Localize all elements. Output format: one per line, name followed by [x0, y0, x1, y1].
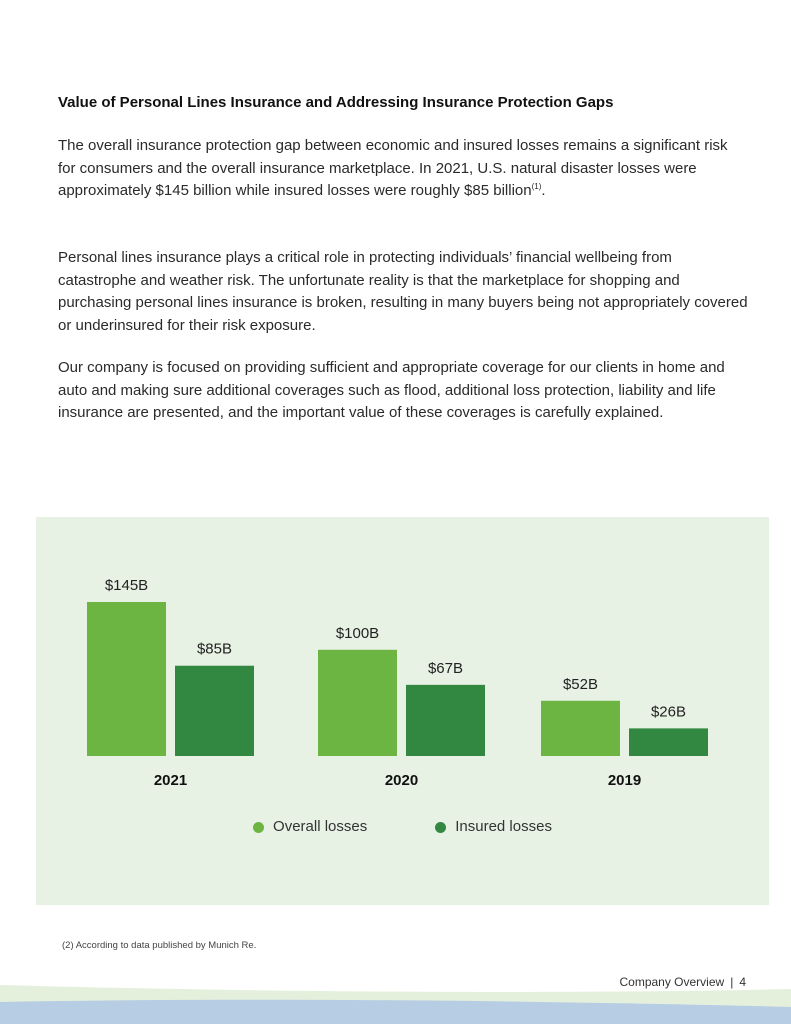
legend-item-overall-losses [253, 817, 367, 837]
paragraph-end: . [541, 182, 546, 199]
paragraph-protection-gap [58, 135, 748, 203]
x-tick-label-2021: 2021 [153, 772, 188, 789]
footer-separator: | [730, 975, 734, 989]
bar-insured-losses-2020 [406, 685, 485, 756]
section-heading: Value of Personal Lines Insurance and Addressing Insurance Protection Gaps [58, 94, 614, 111]
data-label-overall-losses-2019: $52B [562, 675, 599, 693]
footnote-reference: (1) [531, 182, 542, 191]
data-label-overall-losses-2020: $100B [335, 624, 380, 642]
data-label-overall-losses-2021: $145B [104, 577, 149, 594]
bar-insured-losses-2019 [629, 728, 708, 756]
bar-overall-losses-2019 [541, 701, 620, 756]
chart-legend [36, 817, 769, 837]
legend-label-insured-losses: Insured losses [455, 818, 552, 835]
paragraph-company-focus: Our company is focused on providing sufficient and appropriate coverage for our clients in home and auto and making sure additional coverages such as flood, additional loss protection, liability and life insurance are presented, and the important value of these coverages is carefully explained. [58, 359, 725, 421]
legend-swatch-overall-losses [253, 822, 264, 833]
data-label-insured-losses-2019: $26B [650, 703, 687, 721]
bar-overall-losses-2021 [87, 602, 166, 756]
legend-item-insured-losses [435, 817, 552, 837]
legend-label-overall-losses: Overall losses [273, 818, 368, 835]
data-label-insured-losses-2020: $67B [427, 659, 464, 677]
footer-wave-decoration [0, 985, 791, 1024]
losses-bar-chart [36, 517, 769, 807]
bar-insured-losses-2021 [175, 666, 254, 756]
footnote: (2) According to data published by Munich Re. [62, 940, 257, 951]
page-number: 4 [739, 975, 746, 989]
losses-chart-panel [36, 517, 769, 905]
footer-label: Company Overview [619, 975, 725, 989]
data-label-insured-losses-2021: $85B [196, 640, 233, 658]
x-tick-label-2020: 2020 [384, 772, 419, 789]
x-tick-label-2019: 2019 [607, 772, 642, 789]
bar-overall-losses-2020 [318, 650, 397, 756]
paragraph-text: The overall insurance protection gap between economic and insured losses remains a significant risk for consumers and the overall insurance marketplace. In 2021, U.S. natural disaster losses were approximately $145 billion while insured losses were roughly $85 billion [58, 137, 728, 199]
legend-swatch-insured-losses [435, 822, 446, 833]
paragraph-personal-lines: Personal lines insurance plays a critical role in protecting individuals’ financial wellbeing from catastrophe and weather risk. The unfortunate reality is that the marketplace for shopping and purchasing personal lines insurance is broken, resulting in many buyers being not appropriately covered or underinsured for their risk exposure. [58, 249, 748, 334]
